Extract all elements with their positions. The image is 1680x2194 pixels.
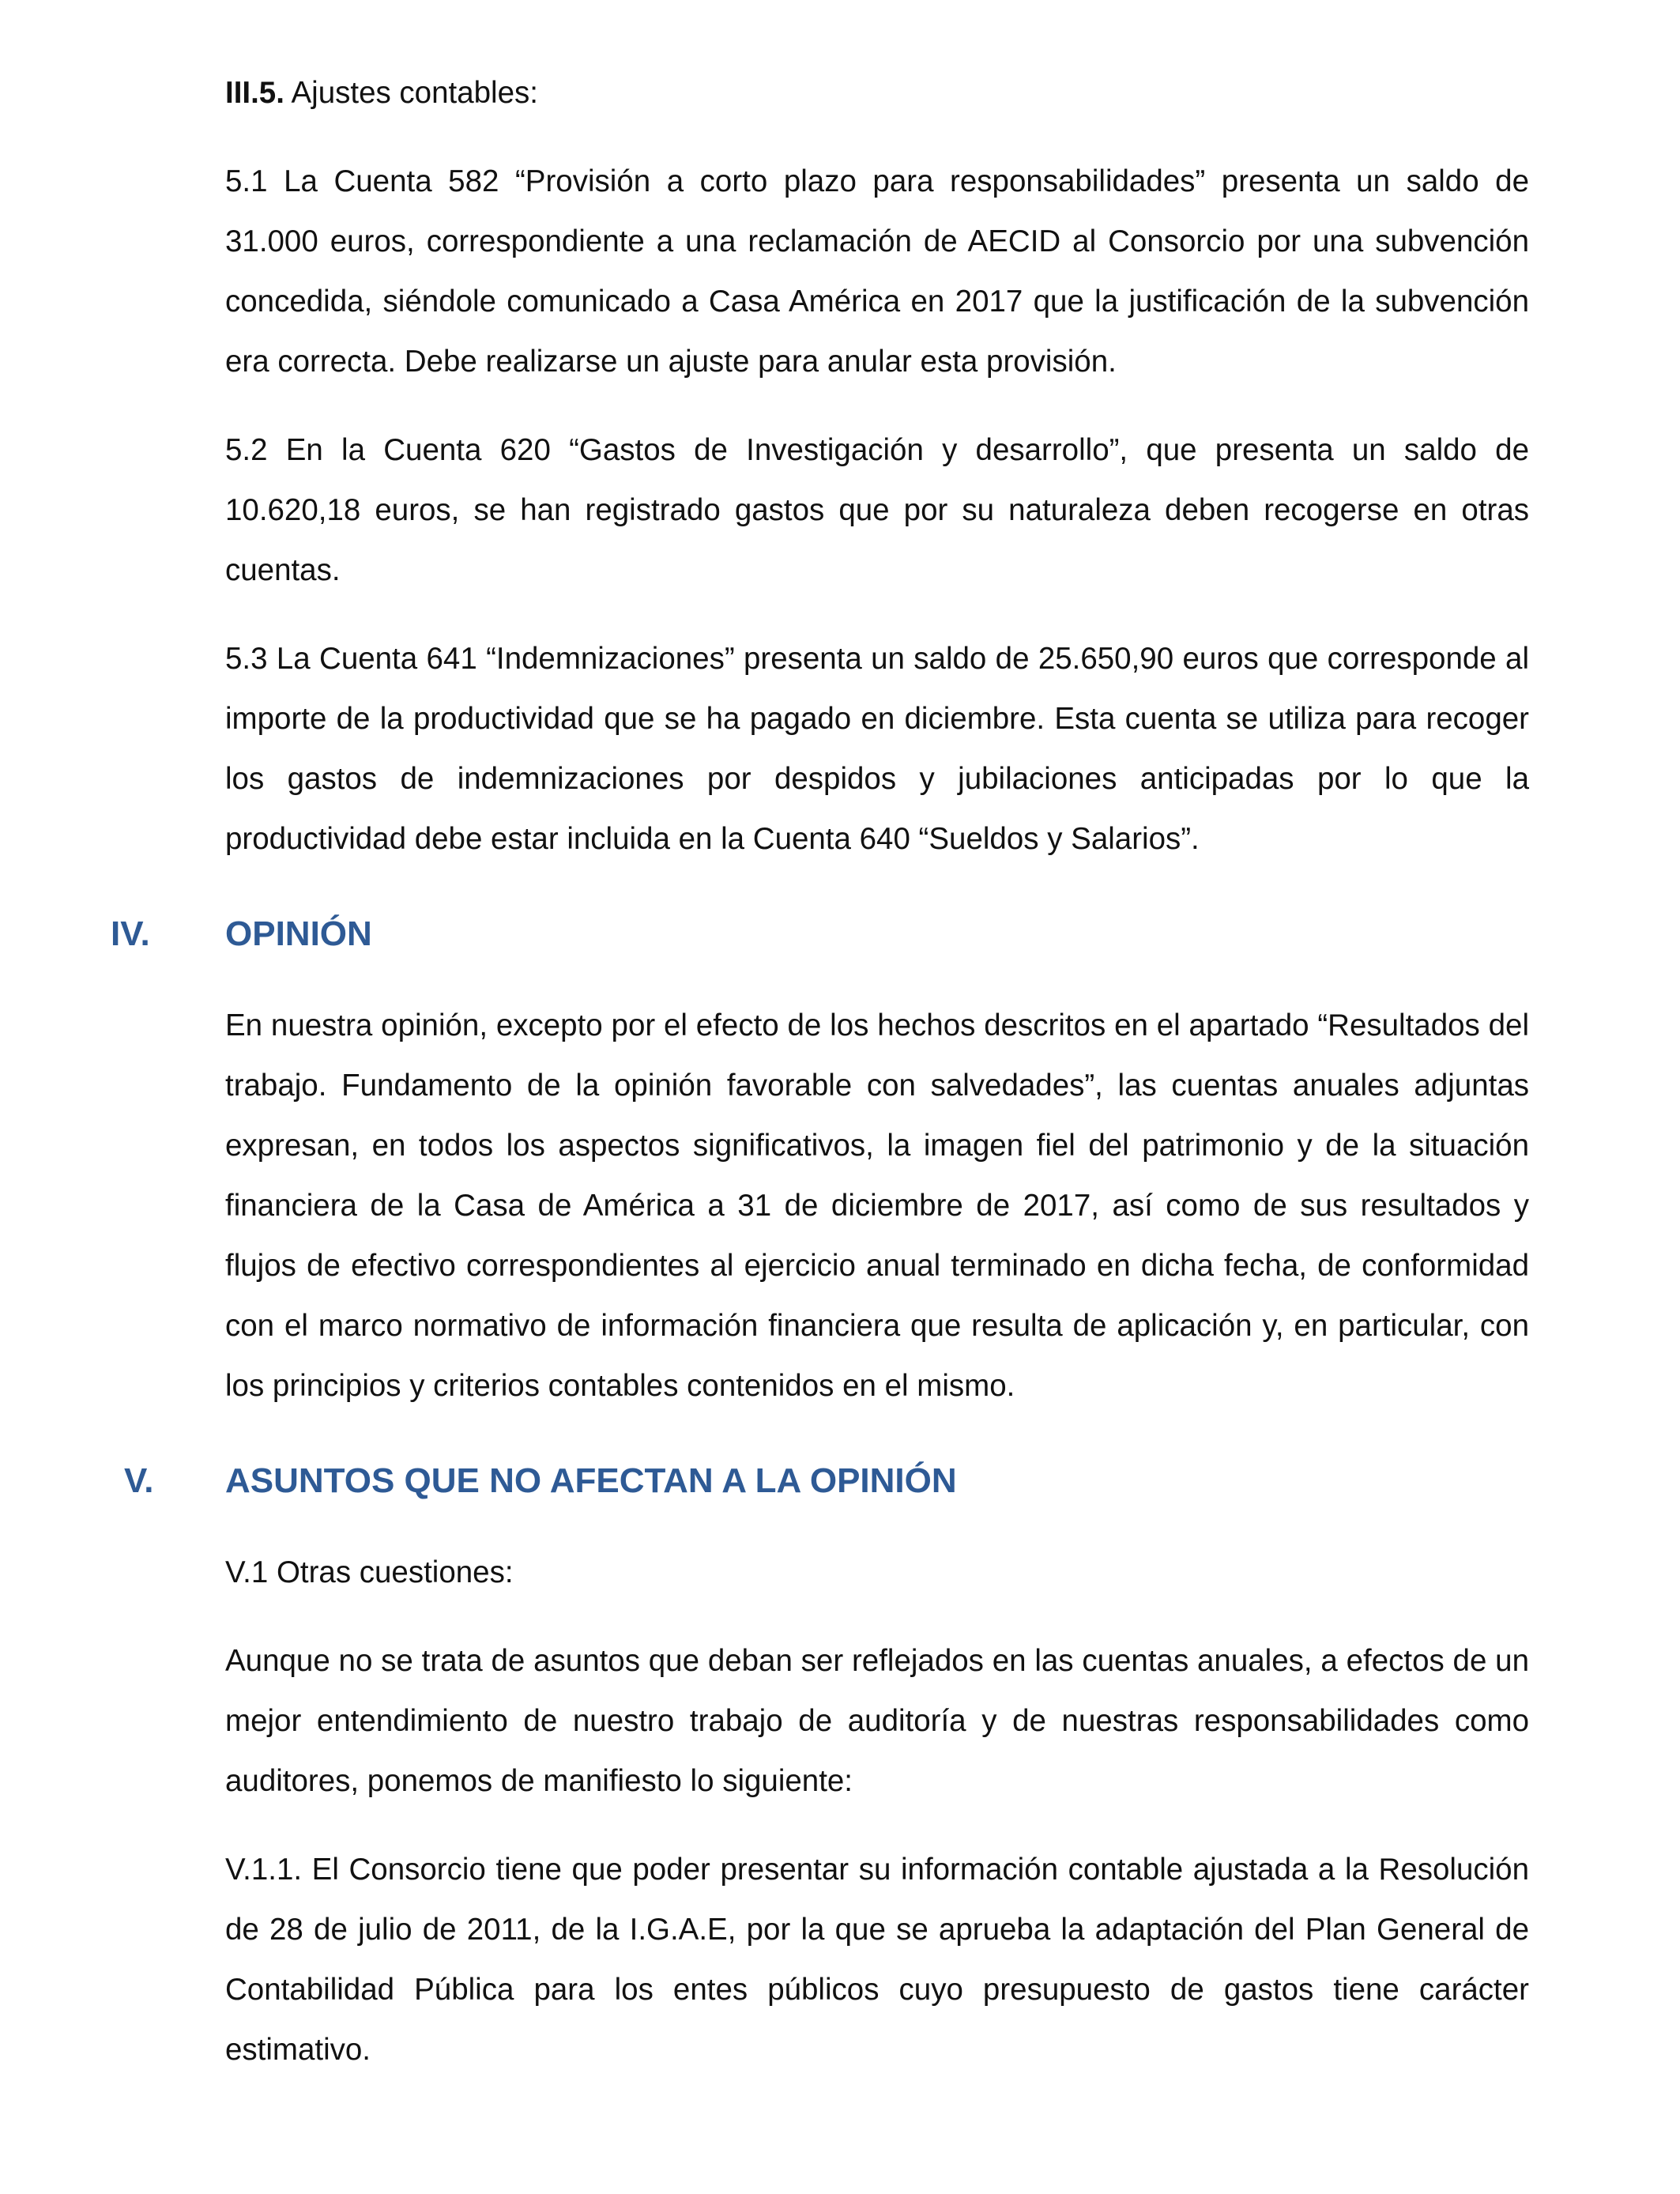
paragraph-opinion: En nuestra opinión, excepto por el efecto de los hechos descritos en el apartado “Resultados del trabajo. Fundamento de la opinión favorable con salvedades”, las cuentas anuales adjuntas expresan, en todos los aspectos significativos, la imagen fiel del patrimonio y de la situación financiera de la Casa de América a 31 de diciembre de 2017, así como de sus resultados y flujos de efectivo correspondientes al ejercicio anual terminado en dicha fecha, de conformidad con el marco normativo de información financiera que resulta de aplicación y, en particular, con los principios y criterios contables contenidos en el mismo. [225, 1008, 1529, 1403]
section-heading-opinion [111, 904, 1529, 964]
subheading-number: III.5. [225, 76, 284, 110]
page-content [111, 63, 1529, 2080]
section-title: OPINIÓN [225, 914, 372, 953]
subheading-text: Ajustes contables: [284, 76, 538, 110]
section-title: ASUNTOS QUE NO AFECTAN A LA OPINIÓN [225, 1461, 957, 1500]
subheading-iii-5 [225, 63, 1529, 123]
paragraph-5-1: 5.1 La Cuenta 582 “Provisión a corto plazo para responsabilidades” presenta un saldo de 31.000 euros, correspondiente a una reclamación de AECID al Consorcio por una subvención concedida, siéndole comunicado a Casa América en 2017 que la justificación de la subvención era correcta. Debe realizarse un ajuste para anular esta provisión. [225, 164, 1529, 379]
subheading-v-1: V.1 Otras cuestiones: [225, 1555, 514, 1589]
paragraph-5-2: 5.2 En la Cuenta 620 “Gastos de Investigación y desarrollo”, que presenta un saldo de 10.620,18 euros, se han registrado gastos que por su naturaleza deben recogerse en otras cuentas. [225, 433, 1529, 587]
paragraph-v-1-intro: Aunque no se trata de asuntos que deban ser reflejados en las cuentas anuales, a efectos de un mejor entendimiento de nuestro trabajo de auditoría y de nuestras responsabilidades como auditores, ponemos de manifiesto lo siguiente: [225, 1644, 1529, 1798]
paragraph-5-3: 5.3 La Cuenta 641 “Indemnizaciones” presenta un saldo de 25.650,90 euros que corresponde al importe de la productividad que se ha pagado en diciembre. Esta cuenta se utiliza para recoger los gastos de indemnizaciones por despidos y jubilaciones anticipadas por lo que la productividad debe estar incluida en la Cuenta 640 “Sueldos y Salarios”. [225, 642, 1529, 856]
section-number: V. [124, 1461, 154, 1500]
section-heading-asuntos [124, 1451, 1529, 1511]
section-number: IV. [111, 914, 150, 953]
paragraph-v-1-1: V.1.1. El Consorcio tiene que poder presentar su información contable ajustada a la Resolución de 28 de julio de 2011, de la I.G.A.E, por la que se aprueba la adaptación del Plan General de Contabilidad Pública para los entes públicos cuyo presupuesto de gastos tiene carácter estimativo. [225, 1853, 1529, 2067]
